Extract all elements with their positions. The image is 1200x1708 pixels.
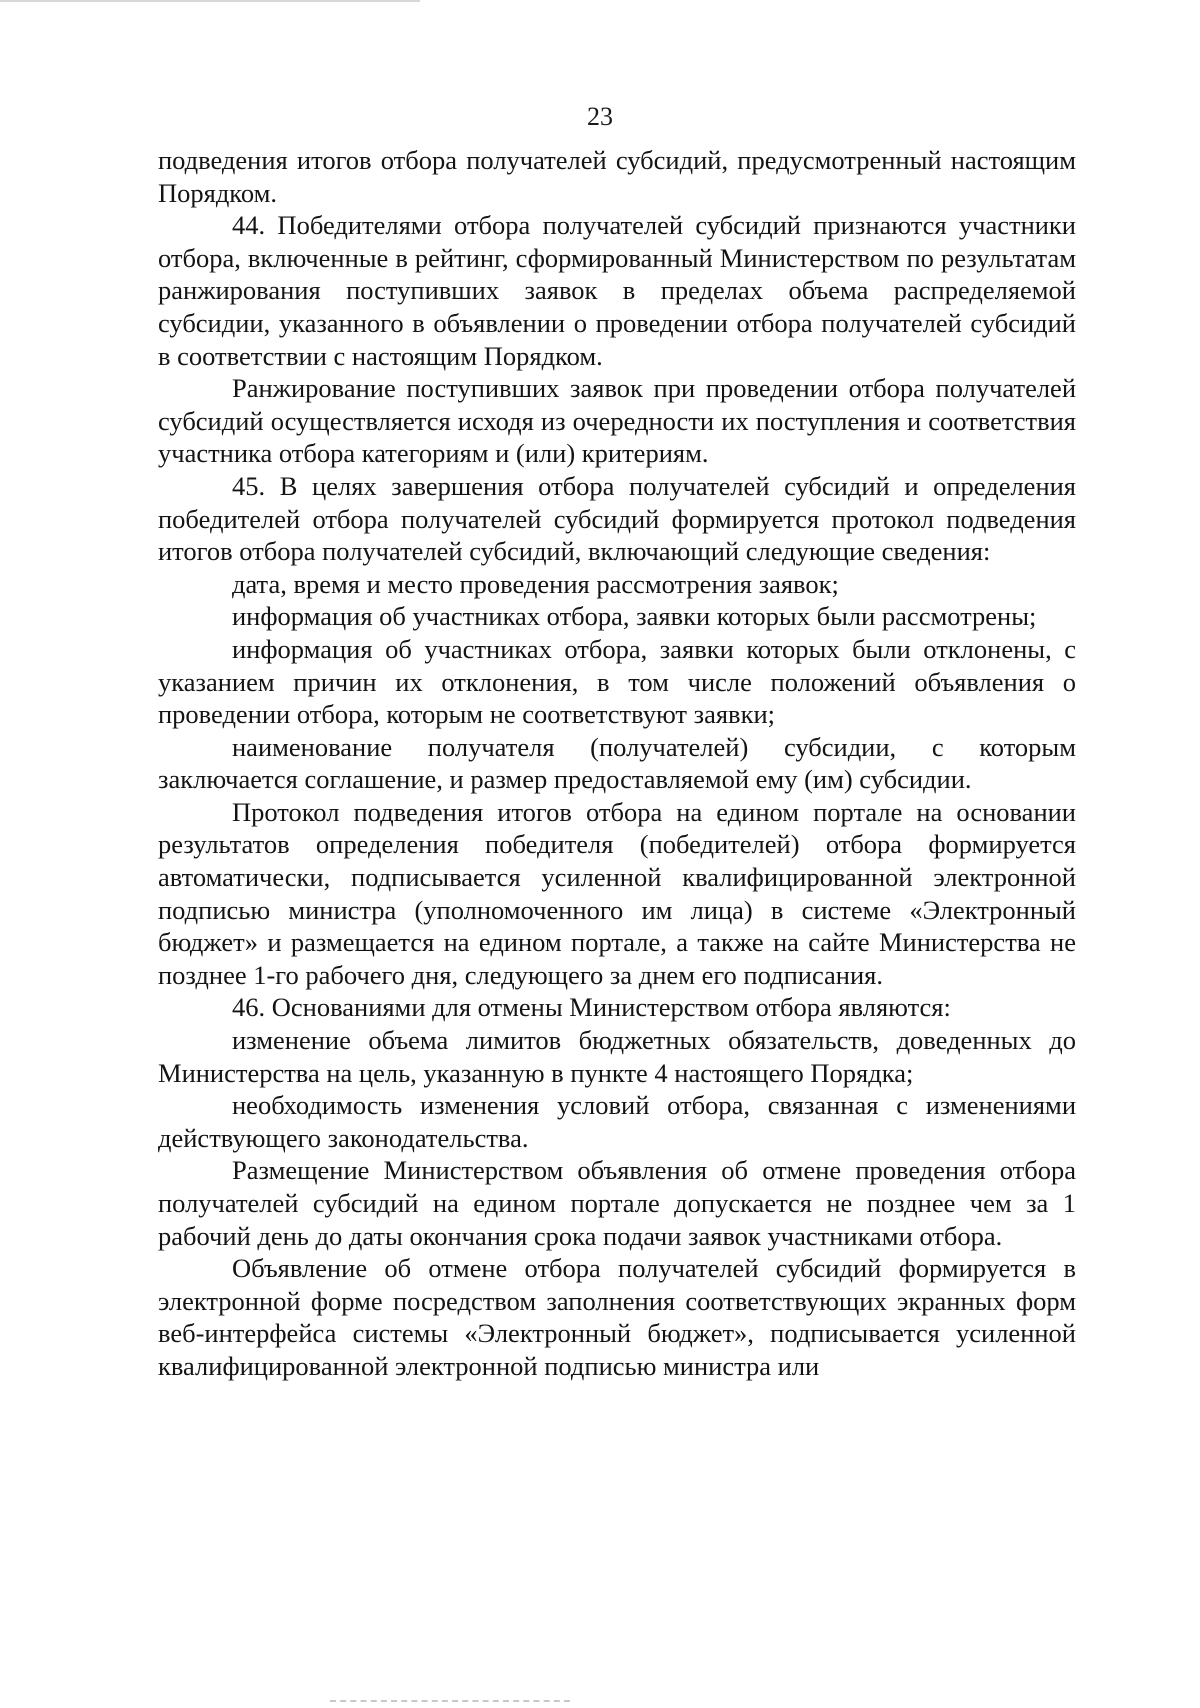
page-number: 23 xyxy=(587,102,613,131)
paragraph-item-44: 44. Победителями отбора получателей субсидий признаются участники отбора, включенные в рейтинг, сформированный Министерством по результатам ранжирования поступивших заявок в пределах объема распределяемой субсидии, указанного в объявлении о проведении отбора получателей субсидий в соответствии с настоящим Порядком. xyxy=(158,210,1076,371)
list-item-conditions-change: необходимость изменения условий отбора, связанная с изменениями действующего законодательства. xyxy=(158,1090,1076,1153)
paragraph-cancel-announcement: Объявление об отмене отбора получателей субсидий формируется в электронной форме посредством заполнения соответствующих экранных форм веб-интерфейса системы «Электронный бюджет», подписывается усиленной квалифицированной электронной подписью министра или xyxy=(158,1253,1076,1381)
paragraph-item-45: 45. В целях завершения отбора получателей субсидий и определения победителей отбора получателей субсидий формируется протокол подведения итогов отбора получателей субсидий, включающий следующие сведения: xyxy=(158,470,1076,567)
list-item-reviewed-participants: информация об участниках отбора, заявки которых были рассмотрены; xyxy=(232,601,1037,632)
list-item-recipient-name: наименование получателя (получателей) субсидии, с которым заключается соглашение, и размер предоставляемой ему (им) субсидии. xyxy=(158,731,1076,795)
paragraph-continuation: подведения итогов отбора получателей субсидий, предусмотренный настоящим Порядком. xyxy=(158,145,1076,208)
list-item-date-time-place: дата, время и место проведения рассмотрения заявок; xyxy=(232,568,839,599)
scan-edge-top xyxy=(0,0,420,2)
paragraph-protocol: Протокол подведения итогов отбора на едином портале на основании результатов определения победителя (победителей) отбора формируется автоматически, подписывается усиленной квалифицированной электронной подписью министра (уполномоченного им лица) в системе «Электронный бюджет» и размещается на едином портале, а также на сайте Министерства не позднее 1-го рабочего дня, следующего за днем его подписания. xyxy=(158,796,1076,990)
list-item-limits-change: изменение объема лимитов бюджетных обязательств, доведенных до Министерства на цель, указанную в пункте 4 настоящего Порядка; xyxy=(158,1025,1076,1088)
list-item-rejected-participants: информация об участниках отбора, заявки которых были отклонены, с указанием причин их отклонения, в том числе положений объявления о проведении отбора, которым не соответствуют заявки; xyxy=(158,633,1076,730)
scan-edge-bottom xyxy=(330,1700,570,1704)
paragraph-cancel-placement: Размещение Министерством объявления об отмене проведения отбора получателей субсидий на едином портале допускается не позднее чем за 1 рабочий день до даты окончания срока подачи заявок участниками отбора. xyxy=(158,1155,1076,1251)
document-body xyxy=(158,144,1076,1383)
paragraph-ranking: Ранжирование поступивших заявок при проведении отбора получателей субсидий осуществляется исходя из очередности их поступления и соответствия участника отбора категориям и (или) критериям. xyxy=(158,373,1076,469)
paragraph-item-46: 46. Основаниями для отмены Министерством отбора являются: xyxy=(232,992,951,1023)
